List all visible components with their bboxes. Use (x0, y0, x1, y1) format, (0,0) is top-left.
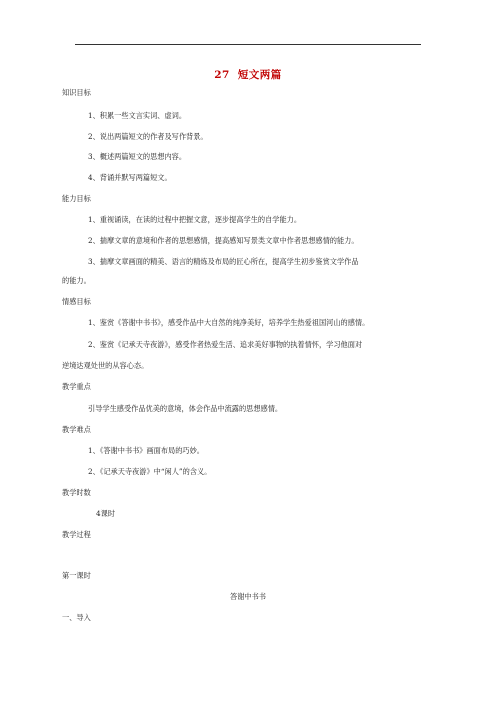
hours-heading: 教学时数 (62, 488, 91, 497)
ability-item-continued: 的能力。 (62, 276, 91, 285)
ability-item: 2、揣摩文章的意境和作者的思想感情，提高感知写景类文章中作者思想感情的能力。 (88, 236, 359, 245)
lesson-label: 第一课时 (62, 571, 91, 580)
header-rule (75, 44, 421, 45)
knowledge-item: 3、概述两篇短文的思想内容。 (88, 152, 187, 161)
focus-heading: 教学重点 (62, 382, 91, 391)
knowledge-item: 1、积累一些文言实词、虚词。 (88, 111, 187, 120)
knowledge-heading: 知识目标 (62, 88, 91, 97)
difficulty-item: 1、《答谢中书书》画面布局的巧妙。 (88, 446, 204, 455)
focus-text: 引导学生感受作品优美的意境，体会作品中流露的思想感情。 (88, 404, 283, 413)
process-heading: 教学过程 (62, 530, 91, 539)
knowledge-item: 4、背诵并默写两篇短文。 (88, 173, 172, 182)
emotion-item: 2、鉴赏《记承天寺夜游》，感受作者热爱生活、追求美好事物的执着情怀，学习他面对 (88, 340, 363, 349)
emotion-item: 1、鉴赏《答谢中书书》，感受作品中大自然的纯净美好，培养学生热爱祖国河山的感情。 (88, 318, 370, 327)
emotion-heading: 情感目标 (62, 297, 91, 306)
ability-item: 1、重视诵读，在读的过程中把握文意，逐步提高学生的自学能力。 (88, 215, 302, 224)
emotion-item-continued: 逆境达观处世的从容心态。 (62, 361, 149, 370)
section-subtitle: 答谢中书书 (230, 592, 266, 601)
page-title (0, 67, 496, 82)
ability-item: 3、揣摩文章画面的精美、语言的精炼及布局的匠心所在，提高学生初步鉴赏文学作品 (88, 257, 359, 266)
difficulty-heading: 教学难点 (62, 425, 91, 434)
lesson-title: 短文两篇 (237, 69, 282, 81)
hours-value: 4课时 (96, 509, 115, 518)
ability-heading: 能力目标 (62, 194, 91, 203)
difficulty-item: 2、《记承天寺夜游》中“闲人”的含义。 (88, 467, 212, 476)
lesson-number: 27 (214, 69, 230, 81)
step-heading: 一、导入 (62, 613, 91, 622)
knowledge-item: 2、说出两篇短文的作者及写作背景。 (88, 132, 208, 141)
